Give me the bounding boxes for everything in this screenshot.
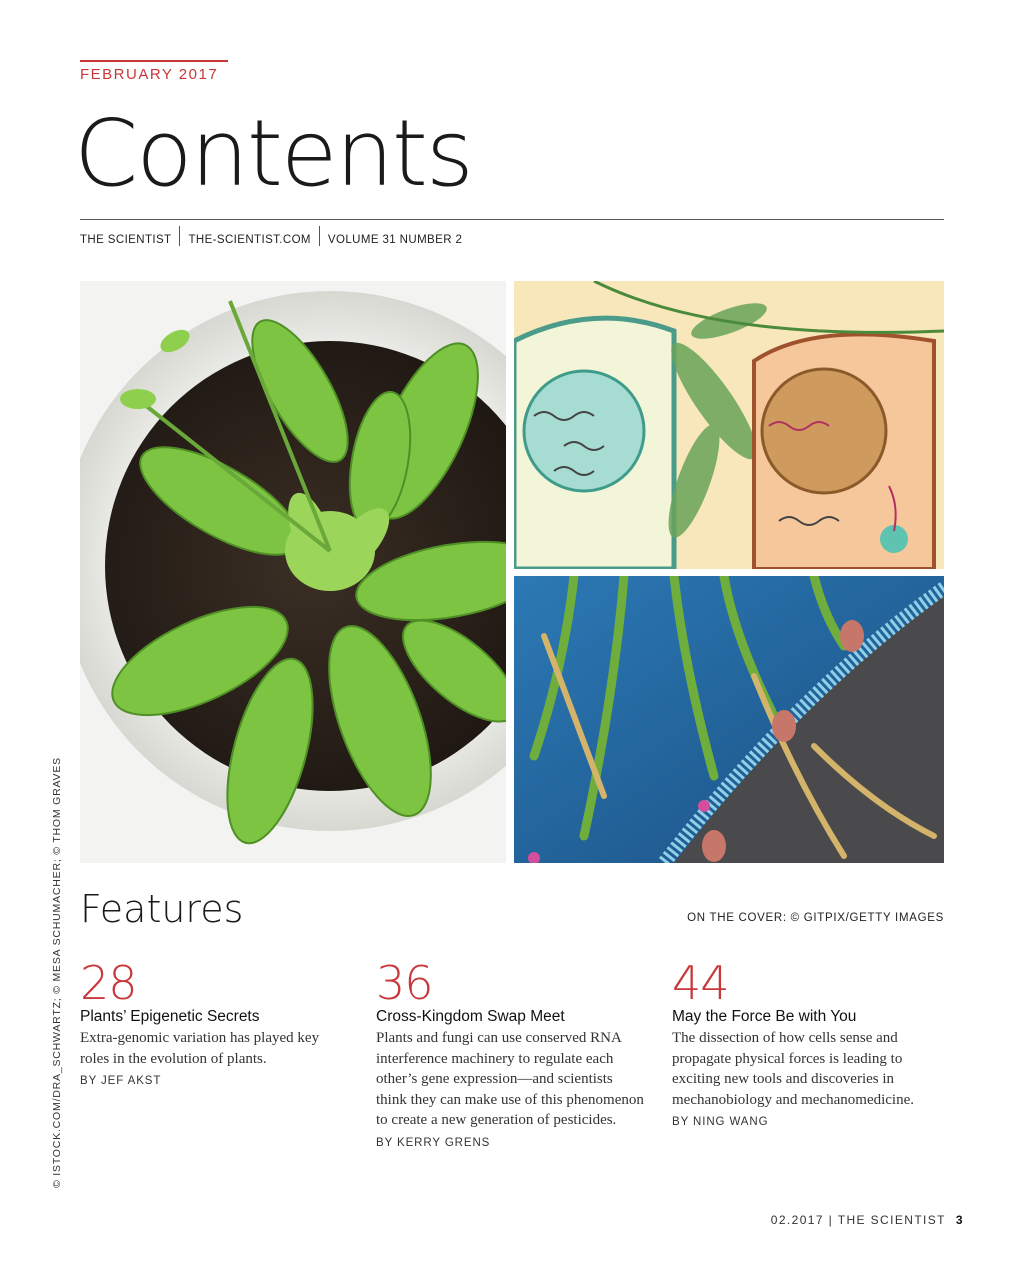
folio <box>771 1213 964 1227</box>
feature-page-number: 44 <box>672 956 729 1010</box>
feature-page-number: 36 <box>376 956 433 1010</box>
membrane-illustration <box>514 576 944 863</box>
page-number: 3 <box>955 1213 964 1227</box>
feature-description: Extra-genomic variation has played key roles in the evolution of plants. <box>80 1030 320 1067</box>
masthead-website: THE-SCIENTIST.COM <box>188 234 311 246</box>
feature-item[interactable] <box>376 956 651 1149</box>
feature-headline: Cross-Kingdom Swap Meet <box>376 1008 565 1025</box>
features-heading: Features <box>80 887 244 931</box>
cover-credit: ON THE COVER: © GITPIX/GETTY IMAGES <box>687 912 944 924</box>
masthead-divider <box>179 226 180 246</box>
title-rule <box>80 219 944 220</box>
feature-page-number: 28 <box>80 956 137 1010</box>
feature-description: The dissection of how cells sense and propagate physical forces is leading to exciting new tools and discoveries in mechanobiology and mechanomedicine. <box>672 1030 914 1108</box>
feature-byline: BY KERRY GRENS <box>376 1136 491 1149</box>
cell-illustration <box>514 281 944 569</box>
masthead-publication: THE SCIENTIST <box>80 234 172 246</box>
issue-date-rule <box>80 60 228 62</box>
feature-byline: BY NING WANG <box>672 1116 769 1128</box>
masthead-divider <box>319 226 320 246</box>
feature-item[interactable] <box>80 956 355 1087</box>
page-title: Contents <box>74 100 472 207</box>
folio-text: 02.2017 | THE SCIENTIST <box>770 1213 946 1227</box>
feature-item[interactable] <box>672 956 947 1128</box>
feature-byline: BY JEF AKST <box>80 1075 162 1087</box>
plant-photo <box>80 281 506 863</box>
feature-description: Plants and fungi can use conserved RNA interference machinery to regulate each other’s gene expression—and scientists think they can make use of this phenomenon to create a new generation of pesticides. <box>376 1030 644 1128</box>
masthead-volume: VOLUME 31 NUMBER 2 <box>327 234 463 246</box>
feature-headline: May the Force Be with You <box>672 1008 857 1025</box>
issue-date: FEBRUARY 2017 <box>80 66 219 83</box>
feature-headline: Plants’ Epigenetic Secrets <box>80 1008 260 1025</box>
masthead <box>80 230 462 250</box>
image-credits: © ISTOCK.COM/DRA_SCHWARTZ; © MESA SCHUMACHER; © THOM GRAVES <box>51 757 63 1188</box>
